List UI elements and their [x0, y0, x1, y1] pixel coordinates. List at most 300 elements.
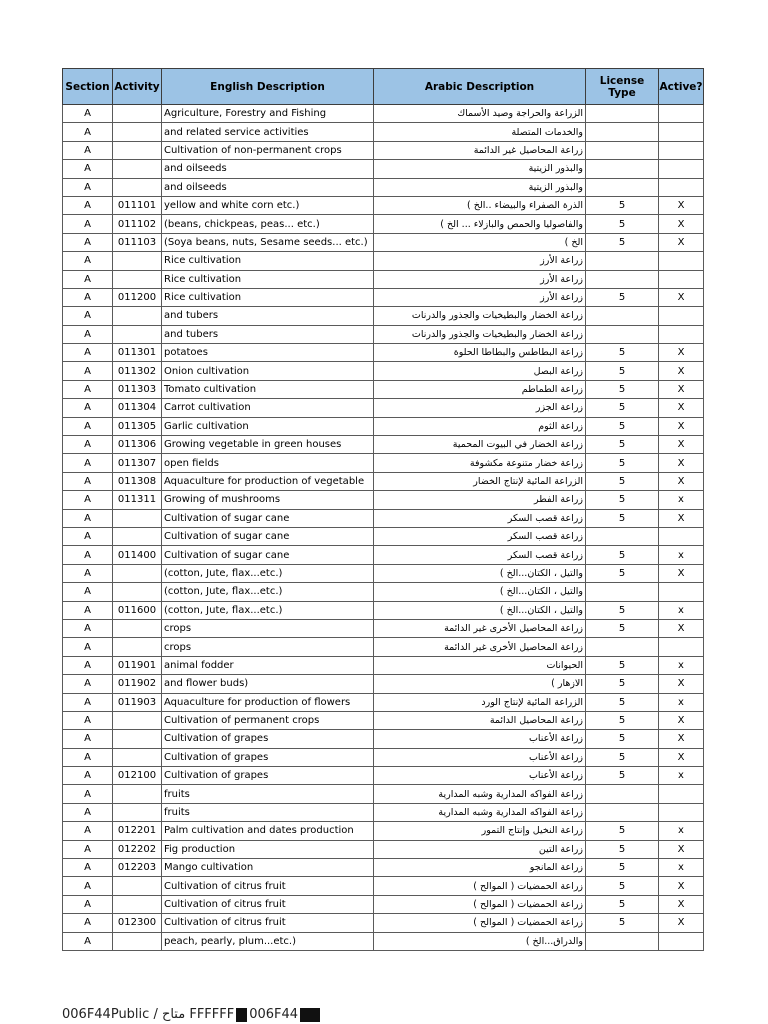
- table-row: [63, 344, 704, 362]
- cell-activity: 011600: [113, 601, 162, 619]
- cell-arabic-description: زراعة الفطر: [374, 491, 586, 509]
- cell-license-type: [586, 583, 659, 601]
- cell-active: X: [659, 509, 704, 527]
- header-activity: Activity: [113, 69, 162, 105]
- cell-arabic-description: زراعة المحاصيل الدائمة: [374, 711, 586, 729]
- cell-license-type: [586, 178, 659, 196]
- cell-section: A: [63, 307, 113, 325]
- cell-license-type: 5: [586, 656, 659, 674]
- cell-active: X: [659, 840, 704, 858]
- cell-english-description: Rice cultivation: [162, 288, 374, 306]
- cell-section: A: [63, 619, 113, 637]
- cell-active: X: [659, 454, 704, 472]
- cell-english-description: open fields: [162, 454, 374, 472]
- cell-english-description: Cultivation of permanent crops: [162, 711, 374, 729]
- cell-arabic-description: زراعة الحمضيات ( الموالح ): [374, 914, 586, 932]
- cell-activity: [113, 932, 162, 950]
- cell-section: A: [63, 270, 113, 288]
- cell-section: A: [63, 509, 113, 527]
- cell-activity: 012201: [113, 822, 162, 840]
- table-row: [63, 546, 704, 564]
- cell-section: A: [63, 895, 113, 913]
- cell-license-type: 5: [586, 491, 659, 509]
- cell-license-type: [586, 325, 659, 343]
- cell-section: A: [63, 344, 113, 362]
- cell-activity: 011200: [113, 288, 162, 306]
- cell-activity: 012202: [113, 840, 162, 858]
- cell-activity: [113, 252, 162, 270]
- cell-english-description: Cultivation of grapes: [162, 767, 374, 785]
- cell-english-description: potatoes: [162, 344, 374, 362]
- cell-active: x: [659, 546, 704, 564]
- cell-section: A: [63, 160, 113, 178]
- cell-arabic-description: زراعة البصل: [374, 362, 586, 380]
- cell-activity: [113, 564, 162, 582]
- cell-activity: 011305: [113, 417, 162, 435]
- cell-section: A: [63, 454, 113, 472]
- cell-section: A: [63, 803, 113, 821]
- cell-section: A: [63, 105, 113, 123]
- cell-activity: [113, 877, 162, 895]
- table-row: [63, 675, 704, 693]
- cell-arabic-description: زراعة قصب السكر: [374, 527, 586, 545]
- table-row: [63, 564, 704, 582]
- cell-section: A: [63, 711, 113, 729]
- cell-arabic-description: والدراق...الخ ): [374, 932, 586, 950]
- table-row: [63, 472, 704, 490]
- cell-arabic-description: زراعة التين: [374, 840, 586, 858]
- cell-arabic-description: زراعة النخيل وإنتاج التمور: [374, 822, 586, 840]
- header-english-description: English Description: [162, 69, 374, 105]
- cell-section: A: [63, 123, 113, 141]
- cell-english-description: Palm cultivation and dates production: [162, 822, 374, 840]
- cell-section: A: [63, 675, 113, 693]
- cell-section: A: [63, 859, 113, 877]
- cell-license-type: 5: [586, 840, 659, 858]
- cell-section: A: [63, 564, 113, 582]
- cell-active: [659, 932, 704, 950]
- cell-arabic-description: الذرة الصفراء والبيضاء ..الخ ): [374, 196, 586, 214]
- cell-english-description: and oilseeds: [162, 160, 374, 178]
- cell-active: X: [659, 748, 704, 766]
- cell-english-description: Onion cultivation: [162, 362, 374, 380]
- cell-english-description: animal fodder: [162, 656, 374, 674]
- cell-arabic-description: زراعة المحاصيل الأخرى غير الدائمة: [374, 619, 586, 637]
- cell-active: [659, 583, 704, 601]
- table-row: [63, 215, 704, 233]
- cell-section: A: [63, 546, 113, 564]
- cell-active: [659, 141, 704, 159]
- cell-active: x: [659, 822, 704, 840]
- table-row: [63, 417, 704, 435]
- cell-license-type: 5: [586, 288, 659, 306]
- cell-license-type: 5: [586, 215, 659, 233]
- cell-english-description: Fig production: [162, 840, 374, 858]
- header-arabic-description: Arabic Description: [374, 69, 586, 105]
- table-row: [63, 288, 704, 306]
- cell-activity: [113, 123, 162, 141]
- cell-section: A: [63, 417, 113, 435]
- cell-arabic-description: زراعة البطاطس والبطاطا الحلوة: [374, 344, 586, 362]
- cell-license-type: 5: [586, 344, 659, 362]
- cell-license-type: [586, 123, 659, 141]
- cell-english-description: Cultivation of sugar cane: [162, 527, 374, 545]
- cell-section: A: [63, 730, 113, 748]
- cell-arabic-description: الزراعة المائية لإنتاج الورد: [374, 693, 586, 711]
- cell-license-type: 5: [586, 914, 659, 932]
- cell-license-type: [586, 270, 659, 288]
- cell-activity: [113, 711, 162, 729]
- table-row: [63, 767, 704, 785]
- cell-english-description: Rice cultivation: [162, 252, 374, 270]
- cell-activity: 011301: [113, 344, 162, 362]
- cell-arabic-description: زراعة قصب السكر: [374, 546, 586, 564]
- table-row: [63, 932, 704, 950]
- cell-active: [659, 178, 704, 196]
- cell-activity: [113, 270, 162, 288]
- cell-english-description: Cultivation of grapes: [162, 748, 374, 766]
- cell-activity: 012300: [113, 914, 162, 932]
- cell-arabic-description: زراعة الخضار في البيوت المحمية: [374, 436, 586, 454]
- cell-active: X: [659, 380, 704, 398]
- cell-license-type: 5: [586, 895, 659, 913]
- table-row: [63, 785, 704, 803]
- cell-active: X: [659, 895, 704, 913]
- cell-active: X: [659, 344, 704, 362]
- cell-license-type: [586, 803, 659, 821]
- cell-english-description: crops: [162, 638, 374, 656]
- cell-license-type: 5: [586, 711, 659, 729]
- cell-activity: [113, 105, 162, 123]
- cell-activity: 011306: [113, 436, 162, 454]
- cell-arabic-description: زراعة الأرز: [374, 252, 586, 270]
- cell-arabic-description: والفاصوليا والحمص والبازلاء ... الخ ): [374, 215, 586, 233]
- cell-active: X: [659, 675, 704, 693]
- cell-license-type: 5: [586, 472, 659, 490]
- cell-active: [659, 803, 704, 821]
- footer: [62, 1007, 320, 1022]
- cell-arabic-description: والبذور الزيتية: [374, 160, 586, 178]
- cell-active: [659, 638, 704, 656]
- cell-active: X: [659, 233, 704, 251]
- cell-english-description: Aquaculture for production of flowers: [162, 693, 374, 711]
- cell-section: A: [63, 693, 113, 711]
- table-row: [63, 638, 704, 656]
- cell-active: [659, 785, 704, 803]
- cell-english-description: Growing of mushrooms: [162, 491, 374, 509]
- cell-arabic-description: زراعة المحاصيل الأخرى غير الدائمة: [374, 638, 586, 656]
- cell-arabic-description: والبذور الزيتية: [374, 178, 586, 196]
- cell-activity: [113, 730, 162, 748]
- cell-english-description: and tubers: [162, 307, 374, 325]
- cell-section: A: [63, 601, 113, 619]
- header-license-type: License Type: [586, 69, 659, 105]
- cell-section: A: [63, 141, 113, 159]
- cell-english-description: Rice cultivation: [162, 270, 374, 288]
- cell-english-description: and tubers: [162, 325, 374, 343]
- cell-section: A: [63, 914, 113, 932]
- table-row: [63, 803, 704, 821]
- cell-activity: [113, 619, 162, 637]
- cell-license-type: 5: [586, 564, 659, 582]
- redaction-block: [236, 1008, 247, 1022]
- cell-active: X: [659, 288, 704, 306]
- table-row: [63, 527, 704, 545]
- table-row: [63, 105, 704, 123]
- cell-section: A: [63, 399, 113, 417]
- cell-section: A: [63, 877, 113, 895]
- cell-arabic-description: الحيوانات: [374, 656, 586, 674]
- cell-section: A: [63, 325, 113, 343]
- cell-english-description: Cultivation of sugar cane: [162, 546, 374, 564]
- cell-activity: 012100: [113, 767, 162, 785]
- cell-section: A: [63, 748, 113, 766]
- cell-license-type: 5: [586, 675, 659, 693]
- cell-active: X: [659, 362, 704, 380]
- table-row: [63, 160, 704, 178]
- table-row: [63, 436, 704, 454]
- cell-arabic-description: الزراعة المائية لإنتاج الخضار: [374, 472, 586, 490]
- cell-active: X: [659, 196, 704, 214]
- cell-active: x: [659, 656, 704, 674]
- cell-english-description: and related service activities: [162, 123, 374, 141]
- cell-english-description: Agriculture, Forestry and Fishing: [162, 105, 374, 123]
- cell-active: X: [659, 399, 704, 417]
- cell-active: [659, 252, 704, 270]
- cell-license-type: [586, 932, 659, 950]
- cell-arabic-description: زراعة الحمضيات ( الموالح ): [374, 895, 586, 913]
- cell-license-type: 5: [586, 619, 659, 637]
- cell-section: A: [63, 362, 113, 380]
- cell-activity: 011311: [113, 491, 162, 509]
- cell-section: A: [63, 840, 113, 858]
- cell-active: [659, 325, 704, 343]
- table-row: [63, 840, 704, 858]
- cell-active: X: [659, 436, 704, 454]
- cell-arabic-description: زراعة الخضار والبطيخيات والجذور والدرنات: [374, 325, 586, 343]
- cell-activity: [113, 638, 162, 656]
- cell-license-type: 5: [586, 730, 659, 748]
- cell-arabic-description: زراعة المحاصيل غير الدائمة: [374, 141, 586, 159]
- cell-activity: 011102: [113, 215, 162, 233]
- cell-arabic-description: زراعة الطماطم: [374, 380, 586, 398]
- cell-active: [659, 105, 704, 123]
- cell-arabic-description: زراعة خضار متنوعة مكشوفة: [374, 454, 586, 472]
- cell-activity: 011303: [113, 380, 162, 398]
- cell-license-type: [586, 105, 659, 123]
- table-row: [63, 491, 704, 509]
- header-active: Active?: [659, 69, 704, 105]
- cell-english-description: yellow and white corn etc.): [162, 196, 374, 214]
- cell-english-description: (Soya beans, nuts, Sesame seeds... etc.): [162, 233, 374, 251]
- cell-activity: 011901: [113, 656, 162, 674]
- cell-arabic-description: والتيل ، الكتان...الخ ): [374, 564, 586, 582]
- cell-active: X: [659, 472, 704, 490]
- cell-activity: [113, 509, 162, 527]
- cell-section: A: [63, 196, 113, 214]
- cell-english-description: Cultivation of citrus fruit: [162, 914, 374, 932]
- cell-license-type: 5: [586, 877, 659, 895]
- cell-english-description: Cultivation of sugar cane: [162, 509, 374, 527]
- cell-activity: 012203: [113, 859, 162, 877]
- table-row: [63, 325, 704, 343]
- cell-activity: [113, 141, 162, 159]
- cell-activity: 011903: [113, 693, 162, 711]
- cell-arabic-description: زراعة الأعناب: [374, 767, 586, 785]
- cell-license-type: [586, 527, 659, 545]
- cell-section: A: [63, 767, 113, 785]
- cell-license-type: 5: [586, 748, 659, 766]
- cell-arabic-description: الازهار ): [374, 675, 586, 693]
- header-section: Section: [63, 69, 113, 105]
- cell-english-description: Garlic cultivation: [162, 417, 374, 435]
- cell-english-description: peach, pearly, plum...etc.): [162, 932, 374, 950]
- cell-arabic-description: زراعة الأعناب: [374, 730, 586, 748]
- cell-arabic-description: زراعة الثوم: [374, 417, 586, 435]
- cell-activity: 011307: [113, 454, 162, 472]
- table-row: [63, 914, 704, 932]
- cell-active: X: [659, 877, 704, 895]
- cell-english-description: Cultivation of non-permanent crops: [162, 141, 374, 159]
- cell-english-description: fruits: [162, 803, 374, 821]
- cell-arabic-description: زراعة الخضار والبطيخيات والجذور والدرنات: [374, 307, 586, 325]
- cell-section: A: [63, 252, 113, 270]
- cell-arabic-description: زراعة الفواكه المدارية وشبه المدارية: [374, 803, 586, 821]
- table-row: [63, 178, 704, 196]
- cell-english-description: fruits: [162, 785, 374, 803]
- cell-active: x: [659, 859, 704, 877]
- table-header-row: [63, 69, 704, 105]
- cell-english-description: (beans, chickpeas, peas... etc.): [162, 215, 374, 233]
- cell-active: [659, 270, 704, 288]
- table-row: [63, 307, 704, 325]
- cell-activity: [113, 803, 162, 821]
- cell-section: A: [63, 380, 113, 398]
- cell-activity: 011902: [113, 675, 162, 693]
- cell-activity: [113, 160, 162, 178]
- cell-active: [659, 160, 704, 178]
- cell-section: A: [63, 215, 113, 233]
- table-row: [63, 601, 704, 619]
- cell-license-type: 5: [586, 509, 659, 527]
- cell-license-type: 5: [586, 362, 659, 380]
- cell-english-description: Carrot cultivation: [162, 399, 374, 417]
- cell-section: A: [63, 288, 113, 306]
- cell-activity: [113, 748, 162, 766]
- table-row: [63, 711, 704, 729]
- cell-active: X: [659, 417, 704, 435]
- cell-activity: 011304: [113, 399, 162, 417]
- cell-active: [659, 123, 704, 141]
- cell-activity: 011302: [113, 362, 162, 380]
- cell-english-description: (cotton, Jute, flax...etc.): [162, 601, 374, 619]
- cell-section: A: [63, 178, 113, 196]
- footer-classification: 006F44Public / متاح FFFFFF: [62, 1007, 235, 1022]
- table-row: [63, 730, 704, 748]
- cell-activity: [113, 178, 162, 196]
- license-table: [62, 68, 704, 951]
- table-row: [63, 233, 704, 251]
- cell-license-type: 5: [586, 454, 659, 472]
- cell-english-description: (cotton, Jute, flax...etc.): [162, 583, 374, 601]
- table-row: [63, 252, 704, 270]
- cell-arabic-description: زراعة المانجو: [374, 859, 586, 877]
- cell-section: A: [63, 932, 113, 950]
- cell-english-description: Cultivation of citrus fruit: [162, 895, 374, 913]
- cell-license-type: 5: [586, 767, 659, 785]
- cell-arabic-description: زراعة الأعناب: [374, 748, 586, 766]
- cell-section: A: [63, 527, 113, 545]
- cell-english-description: Mango cultivation: [162, 859, 374, 877]
- table-body: [63, 105, 704, 951]
- cell-arabic-description: الزراعة والحراجة وصيد الأسماك: [374, 105, 586, 123]
- table-row: [63, 196, 704, 214]
- cell-section: A: [63, 436, 113, 454]
- table-row: [63, 693, 704, 711]
- cell-license-type: [586, 252, 659, 270]
- cell-active: x: [659, 601, 704, 619]
- cell-english-description: crops: [162, 619, 374, 637]
- cell-arabic-description: والتيل ، الكتان...الخ ): [374, 583, 586, 601]
- cell-license-type: 5: [586, 399, 659, 417]
- cell-license-type: 5: [586, 417, 659, 435]
- table-row: [63, 877, 704, 895]
- cell-english-description: and oilseeds: [162, 178, 374, 196]
- table-row: [63, 748, 704, 766]
- table-row: [63, 895, 704, 913]
- cell-license-type: [586, 785, 659, 803]
- cell-english-description: Cultivation of grapes: [162, 730, 374, 748]
- cell-activity: 011400: [113, 546, 162, 564]
- cell-license-type: [586, 307, 659, 325]
- cell-arabic-description: زراعة الفواكه المدارية وشبه المدارية: [374, 785, 586, 803]
- cell-license-type: 5: [586, 380, 659, 398]
- cell-section: A: [63, 822, 113, 840]
- table-row: [63, 399, 704, 417]
- cell-active: [659, 307, 704, 325]
- cell-activity: 011103: [113, 233, 162, 251]
- footer-code: 006F44: [249, 1007, 299, 1022]
- cell-active: X: [659, 914, 704, 932]
- table-row: [63, 822, 704, 840]
- cell-license-type: 5: [586, 436, 659, 454]
- cell-arabic-description: زراعة الأرز: [374, 270, 586, 288]
- cell-english-description: Growing vegetable in green houses: [162, 436, 374, 454]
- cell-license-type: 5: [586, 196, 659, 214]
- cell-license-type: 5: [586, 601, 659, 619]
- cell-active: x: [659, 693, 704, 711]
- cell-active: X: [659, 619, 704, 637]
- cell-activity: [113, 895, 162, 913]
- table-row: [63, 141, 704, 159]
- table-row: [63, 509, 704, 527]
- cell-arabic-description: والخدمات المتصلة: [374, 123, 586, 141]
- table-row: [63, 583, 704, 601]
- cell-english-description: and flower buds): [162, 675, 374, 693]
- cell-section: A: [63, 785, 113, 803]
- cell-license-type: 5: [586, 693, 659, 711]
- cell-active: [659, 527, 704, 545]
- cell-english-description: (cotton, Jute, flax...etc.): [162, 564, 374, 582]
- cell-arabic-description: زراعة الحمضيات ( الموالح ): [374, 877, 586, 895]
- cell-license-type: [586, 160, 659, 178]
- cell-activity: [113, 527, 162, 545]
- table-row: [63, 619, 704, 637]
- cell-section: A: [63, 583, 113, 601]
- cell-section: A: [63, 233, 113, 251]
- cell-license-type: [586, 141, 659, 159]
- cell-active: X: [659, 215, 704, 233]
